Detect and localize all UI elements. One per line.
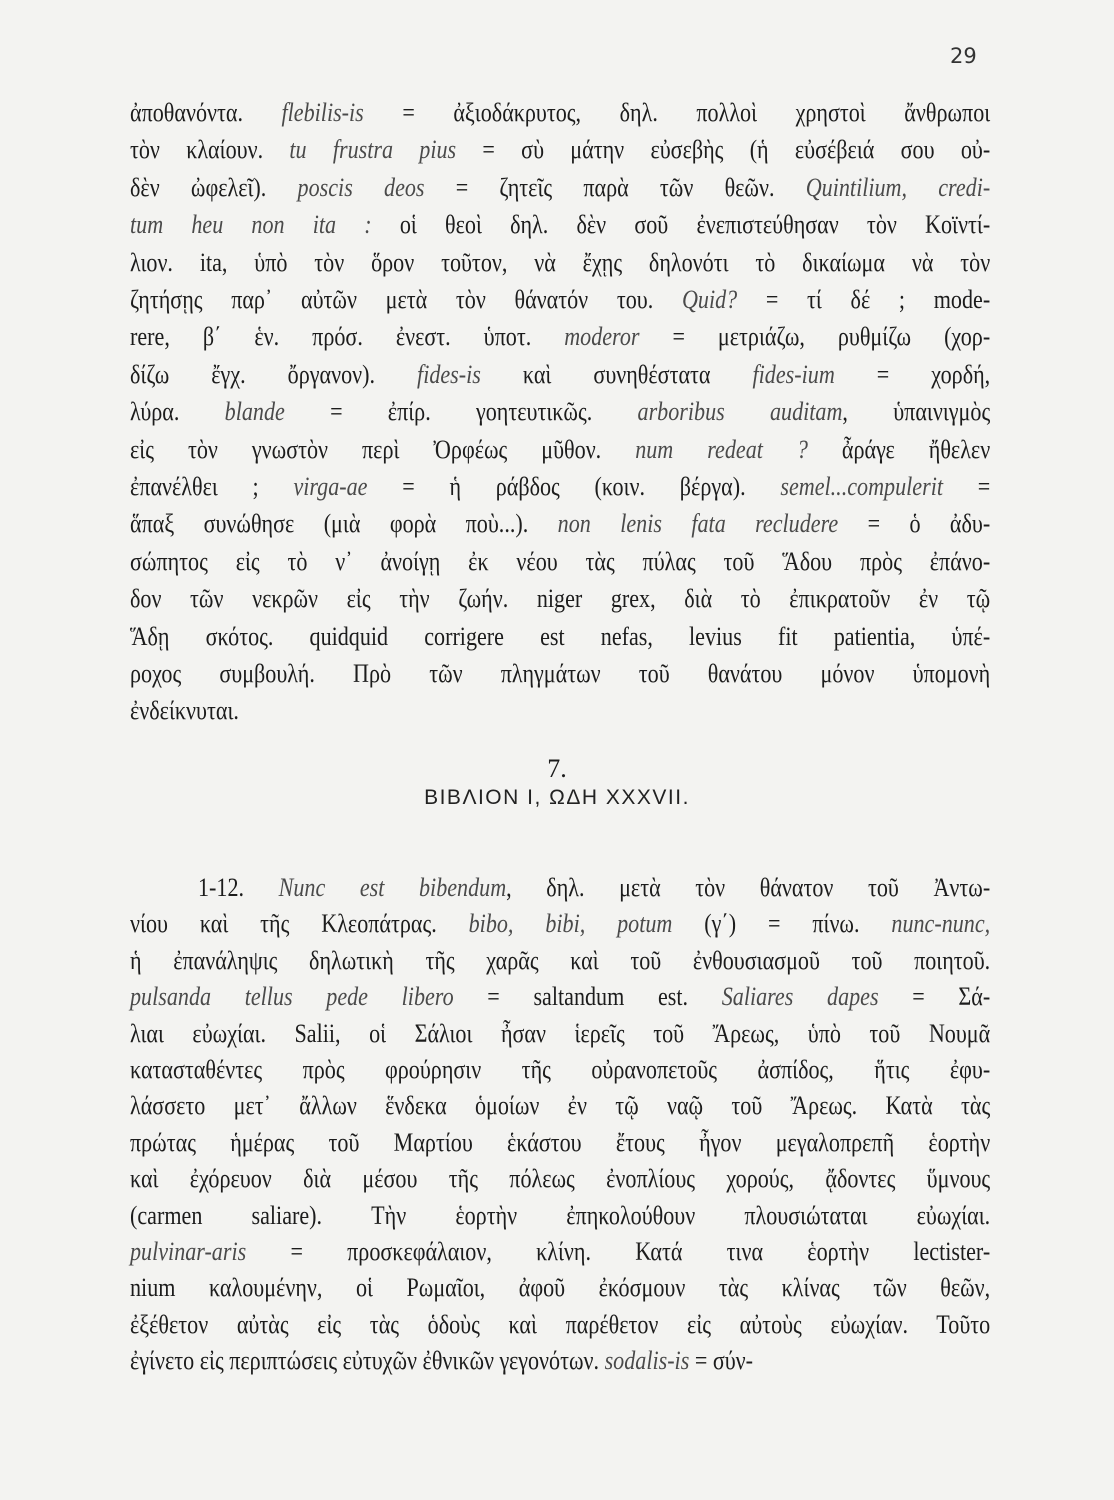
text-segment: δον τῶν νεκρῶν εἰς τὴν ζωήν. niger grex, διὰ τὸ ἐπικρατοῦν ἐν τῷ	[130, 584, 991, 614]
text-segment: σώπητος εἰς τὸ ν᾽ ἀνοίγῃ ἐκ νέου τὰς πύλας τοῦ Ἅδου πρὸς ἐπάνο-	[130, 546, 991, 576]
text-line	[130, 1306, 990, 1343]
latin-lemma: num redeat ?	[635, 434, 808, 464]
latin-lemma: Nunc est bibendum	[278, 873, 507, 902]
latin-lemma: arboribus auditam	[637, 397, 843, 427]
text-segment: ἐγίνετο εἰς περιπτώσεις εὐτυχῶν ἐθνικῶν γεγονότων.	[130, 1346, 605, 1376]
latin-lemma: Saliares dapes	[721, 982, 879, 1012]
text-segment: ἐπανέλθει ;	[130, 472, 294, 501]
text-segment: λιον. ita, ὑπὸ τὸν ὅρον τοῦτον, νὰ ἔχῃς δηλονότι τὸ δικαίωμα νὰ τὸν	[130, 247, 991, 277]
text-segment: = χορδή,	[834, 359, 991, 389]
text-line	[130, 1269, 990, 1306]
text-segment: ἐξέθετον αὐτὰς εἰς τὰς ὁδοὺς καὶ παρέθετον εἰς αὐτοὺς εὐωχίαν. Τοῦτο	[130, 1309, 991, 1339]
latin-lemma: semel...compulerit	[780, 472, 943, 501]
text-segment: λάσσετο μετ᾽ ἄλλων ἕνδεκα ὁμοίων ἐν τῷ ναῷ τοῦ Ἄρεως. Κατὰ τὰς	[130, 1091, 991, 1121]
text-segment: οἱ θεοὶ δηλ. δὲν σοῦ ἐνεπιστεύθησαν τὸν Κοϊντί-	[371, 210, 991, 240]
section-number: 7.	[547, 754, 567, 783]
text-line	[130, 580, 990, 617]
text-line	[130, 431, 990, 468]
text-segment: = μετριάζω, ρυθμίζω (χορ-	[639, 322, 991, 352]
text-segment: =	[942, 472, 991, 501]
text-segment: λιαι εὐωχίαι. Salii, οἱ Σάλιοι ἦσαν ἱερεῖς τοῦ Ἄρεως, ὑπὸ τοῦ Νουμᾶ	[130, 1018, 991, 1048]
text-segment: νίου καὶ τῆς Κλεοπάτρας.	[130, 909, 469, 939]
text-line	[130, 1233, 990, 1270]
text-segment: = προσκεφάλαιον, κλίνη. Κατά τινα ἑορτὴν lectister-	[246, 1237, 991, 1266]
latin-lemma: sodalis-is	[604, 1346, 690, 1376]
text-line	[130, 618, 990, 655]
text-segment: (γ΄) = πίνω.	[672, 909, 892, 939]
text-segment: = ὁ ἀδυ-	[838, 509, 991, 539]
text-line	[130, 206, 990, 243]
text-line	[130, 1197, 990, 1234]
text-line	[130, 1124, 990, 1161]
latin-lemma: bibo, bibi, potum	[468, 909, 673, 939]
text-line	[130, 1087, 990, 1124]
latin-lemma: fides-is	[417, 359, 481, 389]
text-line	[130, 318, 990, 355]
text-segment: , ὑπαινιγμὸς	[842, 397, 991, 427]
text-line	[130, 1160, 990, 1197]
latin-lemma: flebilis-is	[281, 98, 364, 127]
text-line	[130, 978, 990, 1015]
text-segment: 1-12.	[198, 873, 279, 902]
text-segment: nium καλουμένην, οἱ Ρωμαῖοι, ἀφοῦ ἐκόσμουν τὰς κλίνας τῶν θεῶν,	[130, 1273, 991, 1303]
text-segment: εἰς τὸν γνωστὸν περὶ Ὀρφέως μῦθον.	[130, 434, 636, 464]
text-segment: ροχος συμβουλή. Πρὸ τῶν πληγμάτων τοῦ θανάτου μόνον ὑπομονὴ	[130, 659, 991, 688]
text-segment: rere, β΄ ἑν. πρόσ. ἐνεστ. ὑποτ.	[130, 322, 565, 352]
text-segment: = Σά-	[878, 982, 991, 1012]
text-segment: τὸν κλαίουν.	[130, 135, 290, 165]
text-segment: πρώτας ἡμέρας τοῦ Μαρτίου ἑκάστου ἔτους ἦγον μεγαλοπρεπῆ ἑορτὴν	[130, 1127, 991, 1157]
text-line	[130, 1051, 990, 1088]
latin-lemma: tum heu non ita :	[130, 210, 372, 240]
text-line	[130, 169, 990, 206]
text-segment: ἆράγε ἤθελεν	[807, 434, 991, 464]
text-segment: = ἐπίρ. γοητευτικῶς.	[284, 397, 638, 427]
text-segment: = ζητεῖς παρὰ τῶν θεῶν.	[424, 172, 806, 202]
text-line	[130, 281, 990, 318]
latin-lemma: tu frustra pius	[289, 135, 457, 165]
latin-lemma: moderor	[564, 322, 640, 352]
text-segment: καὶ ἐχόρευον διὰ μέσου τῆς πόλεως ἐνοπλίους χορούς, ᾄδοντες ὕμνους	[130, 1164, 991, 1194]
latin-lemma: pulsanda tellus pede libero	[130, 982, 454, 1012]
text-segment: ἀποθανόντα.	[130, 98, 282, 127]
text-segment: Ἅδῃ σκότος. quidquid corrigere est nefas, levius fit patientia, ὑπέ-	[130, 621, 991, 651]
page-number: 29	[950, 44, 977, 68]
text-line	[130, 692, 990, 729]
text-segment: = σύν-	[689, 1346, 754, 1376]
text-segment: , δηλ. μετὰ τὸν θάνατον τοῦ Ἀντω-	[506, 873, 991, 902]
text-line	[198, 869, 990, 906]
text-line	[130, 905, 990, 942]
text-segment: (carmen saliare). Τὴν ἑορτὴν ἐπηκολούθουν πλουσιώταται εὐωχίαι.	[130, 1200, 991, 1230]
text-line	[130, 244, 990, 281]
latin-lemma: non lenis fata recludere	[557, 509, 839, 539]
text-line	[130, 356, 990, 393]
text-segment: = ἡ ράβδος (κοιν. βέργα).	[367, 472, 781, 501]
text-segment: = τί δέ ; mode-	[737, 285, 991, 314]
text-segment: ἐνδείκνυται.	[130, 696, 239, 726]
text-line	[130, 1015, 990, 1052]
text-segment: καὶ συνηθέστατα	[480, 359, 753, 389]
latin-lemma: virga-ae	[293, 472, 368, 501]
text-segment: λύρα.	[130, 397, 225, 427]
latin-lemma: Quid?	[681, 285, 738, 314]
text-line	[130, 1342, 990, 1379]
text-segment: ζητήσῃς παρ᾽ αὐτῶν μετὰ τὸν θάνατόν του.	[130, 285, 682, 314]
latin-lemma: Quintilium, credi-	[805, 172, 991, 202]
latin-lemma: fides-ium	[752, 359, 835, 389]
text-segment: δὲν ὠφελεῖ).	[130, 172, 298, 202]
text-line	[130, 543, 990, 580]
text-segment: ἅπαξ συνώθησε (μιὰ φορὰ ποὺ...).	[130, 509, 558, 539]
text-segment: ἡ ἐπανάληψις δηλωτικὴ τῆς χαρᾶς καὶ τοῦ ἐνθουσιασμοῦ τοῦ ποιητοῦ.	[130, 945, 991, 975]
text-line	[130, 393, 990, 430]
latin-lemma: pulvinar-aris	[130, 1237, 247, 1266]
text-segment: = ἀξιοδάκρυτος, δηλ. πολλοὶ χρηστοὶ ἄνθρωποι	[363, 98, 991, 127]
text-line	[130, 655, 990, 692]
text-line	[130, 94, 990, 131]
text-line	[130, 942, 990, 979]
text-segment: = saltandum est.	[453, 982, 722, 1012]
text-line	[130, 131, 990, 168]
text-segment: = σὺ μάτην εὐσεβὴς (ἡ εὐσέβειά σου οὐ-	[456, 135, 991, 165]
text-segment: κατασταθέντες πρὸς φρούρησιν τῆς οὐρανοπετοῦς ἀσπίδος, ἥτις ἐφυ-	[130, 1055, 991, 1084]
text-segment: δίζω ἔγχ. ὄργανον).	[130, 359, 418, 389]
latin-lemma: nunc-nunc,	[891, 909, 991, 939]
latin-lemma: blande	[224, 397, 285, 427]
section-title: ΒΙΒΛΙΟΝ Ι, ΩΔΗ XXXVII.	[424, 786, 690, 809]
text-line	[130, 505, 990, 542]
text-line	[130, 468, 990, 505]
latin-lemma: poscis deos	[297, 172, 425, 202]
